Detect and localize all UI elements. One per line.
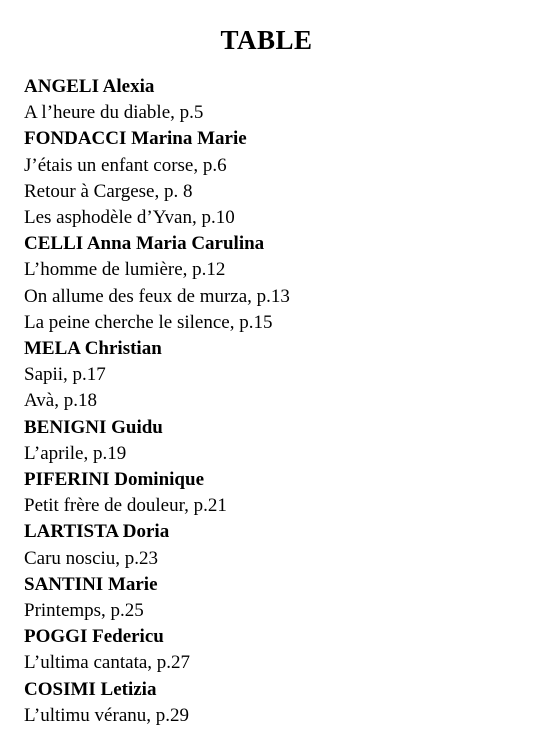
work-entry: Retour à Cargese, p. 8 — [24, 180, 193, 202]
work-entry: L’aprile, p.19 — [24, 442, 127, 464]
author-heading: BENIGNI Guidu — [24, 416, 163, 438]
author-heading: COSIMI Letizia — [24, 678, 157, 700]
author-heading: FONDACCI Marina Marie — [24, 128, 247, 150]
author-heading: MELA Christian — [24, 338, 162, 360]
author-heading: LARTISTA Doria — [24, 521, 170, 543]
work-entry: Petit frère de douleur, p.21 — [24, 495, 227, 517]
work-entry: Caru nosciu, p.23 — [24, 547, 159, 569]
author-heading: SANTINI Marie — [24, 573, 158, 595]
author-heading: ANGELI Alexia — [24, 76, 155, 97]
author-heading: CELLI Anna Maria Carulina — [24, 233, 265, 255]
work-entry: L’homme de lumière, p.12 — [24, 259, 226, 281]
work-entry: On allume des feux de murza, p.13 — [24, 285, 290, 307]
work-entry: J’étais un enfant corse, p.6 — [24, 154, 227, 176]
work-entry: Les asphodèle d’Yvan, p.10 — [24, 207, 235, 229]
author-heading: PIFERINI Dominique — [24, 469, 204, 491]
work-entry: La peine cherche le silence, p.15 — [24, 311, 273, 333]
work-entry: L’ultima cantata, p.27 — [24, 652, 191, 674]
table-of-contents — [24, 74, 290, 729]
work-entry: Printemps, p.25 — [24, 600, 144, 622]
page-title: TABLE — [220, 25, 313, 55]
work-entry: L’ultimu véranu, p.29 — [24, 704, 189, 726]
work-entry: Sapii, p.17 — [24, 364, 106, 386]
work-entry: A l’heure du diable, p.5 — [24, 102, 204, 124]
author-heading: POGGI Federicu — [24, 626, 164, 648]
work-entry: Avà, p.18 — [24, 390, 97, 412]
